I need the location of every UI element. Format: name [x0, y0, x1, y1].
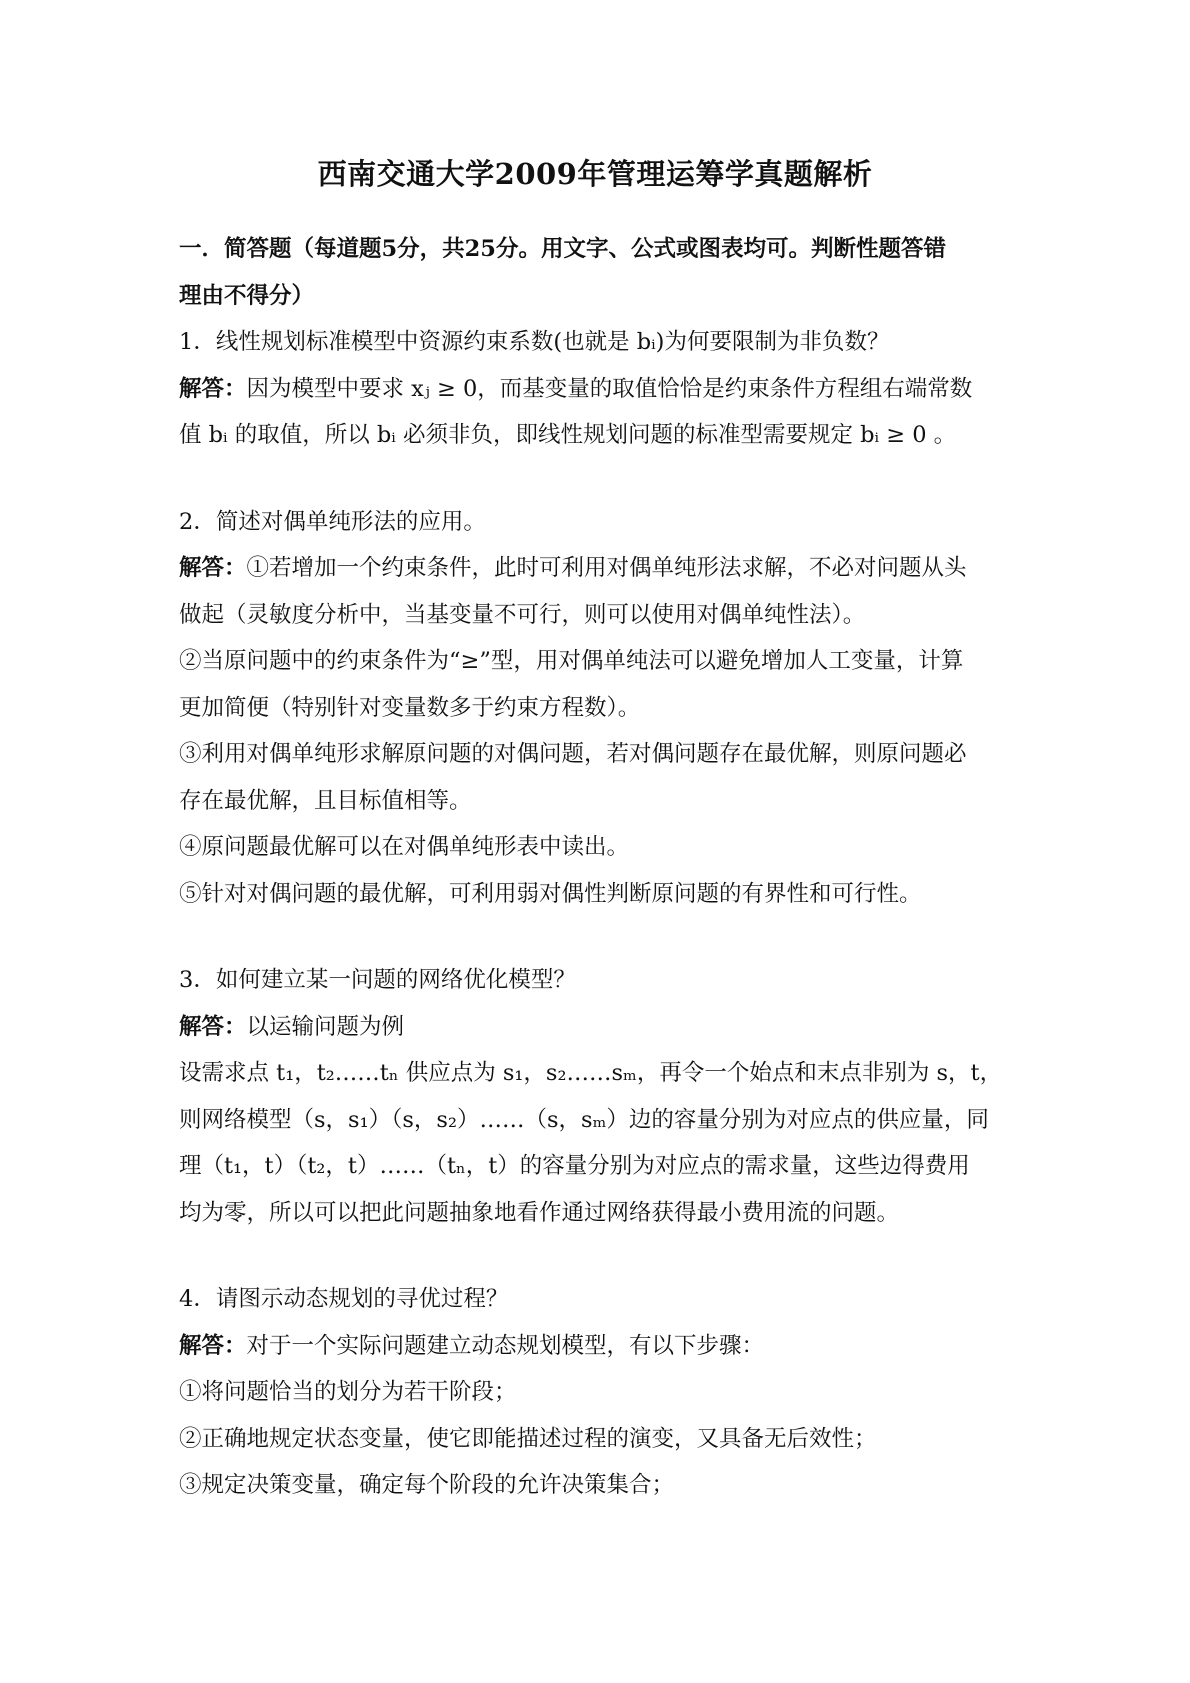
section-heading-line-2: 理由不得分） — [179, 282, 315, 309]
q4-line-4: ③规定决策变量，确定每个阶段的允许决策集合； — [179, 1472, 675, 1498]
q4-line-3: ②正确地规定状态变量，使它即能描述过程的演变，又具备无后效性； — [179, 1425, 877, 1452]
q2-line-7: ④原问题最优解可以在对偶单纯形表中读出。 — [179, 834, 630, 860]
q2-line-8: ⑤针对对偶问题的最优解，可利用弱对偶性判断原问题的有界性和可行性。 — [179, 880, 922, 907]
q1-answer-line-2: 值 bᵢ 的取值，所以 bᵢ 必须非负，即线性规划问题的标准型需要规定 bᵢ ≥ 0 。 — [179, 422, 957, 448]
answer-label: 解答： — [179, 1013, 247, 1040]
q2-line-6: 存在最优解，且目标值相等。 — [179, 787, 472, 814]
q2-line-2: 做起（灵敏度分析中，当基变量不可行，则可以使用对偶单纯性法）。 — [179, 601, 866, 628]
section-heading-line-1: 一．简答题（每道题5分，共25分。用文字、公式或图表均可。判断性题答错 — [179, 236, 946, 262]
document-body — [179, 226, 1019, 1509]
answer-label: 解答： — [179, 375, 247, 402]
spacer — [179, 917, 1019, 957]
q4-line-2: ①将问题恰当的划分为若干阶段； — [179, 1379, 517, 1405]
q3-line-2: 设需求点 t₁，t₂……tₙ 供应点为 s₁，s₂……sₘ，再令一个始点和末点非别为 s，t， — [179, 1060, 1003, 1086]
q1-answer-text-1: 因为模型中要求 xⱼ ≥ 0，而基变量的取值恰恰是约束条件方程组右端常数 — [246, 375, 973, 402]
q2-line-4: 更加简便（特别针对变量数多于约束方程数）。 — [179, 694, 641, 721]
q1-answer-line-1 — [179, 366, 1019, 413]
document-title: 西南交通大学2009年管理运筹学真题解析 — [317, 157, 873, 191]
q2-line-5: ③利用对偶单纯形求解原问题的对偶问题，若对偶问题存在最优解，则原问题必 — [179, 741, 967, 767]
q3-line-5: 均为零，所以可以把此问题抽象地看作通过网络获得最小费用流的问题。 — [179, 1199, 900, 1226]
answer-label: 解答： — [179, 555, 247, 581]
question-3: 3．如何建立某一问题的网络优化模型？ — [179, 967, 576, 993]
q2-line-3: ②当原问题中的约束条件为“≥”型，用对偶单纯法可以避免增加人工变量，计算 — [179, 648, 964, 674]
question-1: 1．线性规划标准模型中资源约束系数(也就是 bᵢ)为何要限制为非负数？ — [179, 329, 890, 355]
q2-answer-line-1 — [179, 545, 1019, 592]
question-2: 2．简述对偶单纯形法的应用。 — [179, 508, 486, 535]
spacer — [179, 459, 1019, 499]
spacer — [179, 1236, 1019, 1276]
q4-answer-line-1 — [179, 1323, 1019, 1370]
q4-answer-text-1: 对于一个实际问题建立动态规划模型，有以下步骤： — [246, 1332, 765, 1359]
q3-line-4: 理（t₁，t）（t₂，t）……（tₙ，t）的容量分别为对应点的需求量，这些边得费用 — [179, 1153, 970, 1179]
q3-line-3: 则网络模型（s，s₁）（s，s₂）……（s，sₘ）边的容量分别为对应点的供应量，同 — [179, 1106, 989, 1133]
question-4: 4．请图示动态规划的寻优过程？ — [179, 1286, 509, 1312]
q3-answer-text-1: 以运输问题为例 — [246, 1013, 405, 1040]
answer-label: 解答： — [179, 1332, 247, 1359]
q3-answer-line-1 — [179, 1004, 1019, 1051]
q2-answer-text-1: ①若增加一个约束条件，此时可利用对偶单纯形法求解，不必对问题从头 — [246, 555, 967, 581]
